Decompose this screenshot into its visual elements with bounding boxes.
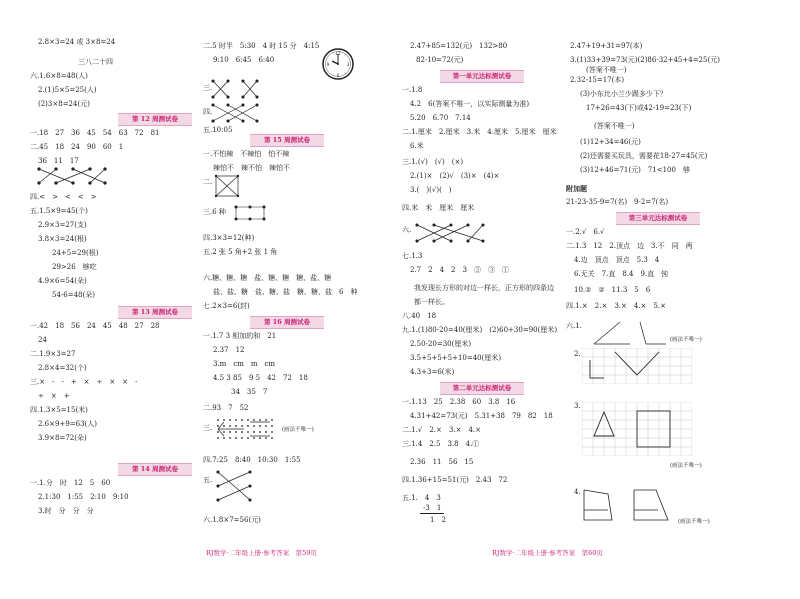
text-line: 三八二十四	[78, 58, 113, 66]
section-banner: 第 12 周测试卷	[118, 113, 192, 126]
text-line: 4.边 顶点 顶点 5.3 4	[574, 256, 660, 264]
text-line: 2.6×9+9=63(人)	[38, 420, 98, 428]
grid-dot	[259, 437, 261, 439]
text-line: (答案不唯一)	[586, 66, 627, 74]
text-line: 三.	[203, 84, 213, 92]
svg-text:6: 6	[336, 73, 340, 78]
text-line: ÷ × +	[38, 392, 70, 400]
connect-lines-diagram	[414, 222, 486, 244]
text-line: 一.1.分 时 12 5 60	[30, 479, 111, 487]
text-line: 都一样长。	[414, 298, 449, 306]
text-line: 9:10 6:45 6:40	[213, 56, 275, 64]
text-line: 3.( )(√)( )	[410, 186, 452, 194]
text-line: 4.31+42=73(元) 5.31+38 79 82 18	[410, 412, 553, 420]
text-line: 二.	[203, 178, 213, 186]
text-line: 6.无关 7.直 8.4 9.直 钝	[574, 270, 669, 278]
note-text: (画法不唯一)	[670, 337, 702, 343]
text-line: (2)3×8=24(元)	[38, 100, 90, 108]
text-line: (3)小东比小兰少踢多少下？	[580, 90, 667, 98]
text-line: 二.5 时半 5:30 4 时 15 分 4:15	[203, 42, 320, 50]
text-line: 四.3×3=12(种)	[203, 234, 255, 242]
text-line: 五.1. 4 3	[402, 494, 441, 502]
text-line: 2.8×3=24 或 3×8=24	[38, 38, 116, 46]
text-line: 一.2.√ 6.√	[566, 228, 605, 236]
text-line: 3.(1)33+39=73(元)(2)86-32+45+4=25(元)	[570, 56, 720, 64]
grid-dot	[271, 437, 273, 439]
grid-dot	[259, 419, 261, 421]
note-text: (画法不唯一)	[678, 519, 710, 525]
grid-dot	[265, 437, 267, 439]
subtraction-rule	[420, 513, 444, 514]
text-line: 二.93 7 52	[203, 404, 249, 412]
text-line: 3.9×8=72(朵)	[38, 434, 87, 442]
text-line: 辣怕不 辣不怕 辣怕不	[213, 164, 290, 172]
text-line: 六.1.	[566, 322, 582, 330]
text-line: 二.1.3 12 2.顶点 边 3.不 同 两	[566, 242, 693, 250]
text-line: 七.2×3=6(封)	[203, 302, 250, 310]
grid-dot	[235, 419, 237, 421]
connect-lines-diagram	[36, 166, 108, 186]
section-banner: 第三单元达标测试卷	[616, 212, 700, 225]
text-line: 五.	[203, 476, 213, 484]
grid-dot	[241, 419, 243, 421]
text-line: 2.8×4=32(个)	[38, 364, 87, 372]
section-banner: 第 14 周测试卷	[118, 463, 192, 476]
text-line: 2.1:30 1:55 2:10 9:10	[38, 493, 129, 501]
text-line: (3)12+46=71(元) 71<100 够	[580, 166, 690, 174]
text-line: 一.18 27 36 45 54 63 72 81	[30, 129, 160, 137]
grid-dot	[223, 437, 225, 439]
section-banner: 第 15 周测试卷	[250, 134, 324, 147]
text-line: 54-6=48(朵)	[52, 291, 95, 299]
svg-text:9: 9	[326, 62, 330, 67]
text-line: 2.32-15=17(本)	[570, 76, 625, 84]
text-line: 九.1.(1)80-20=40(厘米) (2)60+30=90(厘米)	[402, 326, 558, 334]
grid-dot	[271, 425, 273, 427]
grid-dot	[247, 437, 249, 439]
text-line: 17+26=43(下)或42-19=23(下)	[586, 104, 692, 112]
grid-dot	[253, 419, 255, 421]
text-line: 34 35 7	[231, 388, 268, 396]
text-line: 5.20 6.70 7.14	[410, 114, 471, 122]
text-line: 3.8×3=24(根)	[38, 235, 87, 243]
shape-drawing-4	[582, 486, 672, 522]
text-line: 五.10:05	[203, 126, 233, 134]
grid-dot	[229, 419, 231, 421]
grid-dot	[217, 431, 219, 433]
square-diagonal-diagram	[214, 174, 240, 198]
text-line: 4.5 3 85 9 5 42 72 18	[213, 374, 308, 382]
section-banner: 第一单元达标测试卷	[440, 70, 524, 83]
text-line: (1)12+34=46(元)	[580, 138, 641, 146]
text-line: 六.糖、糖、糖 盐、糖、糖 糖、盐、糖	[203, 274, 332, 282]
text-line: 盐、盐、糖 盐、糖、盐 糖、糖、盐 6 种	[213, 288, 358, 296]
grid-dot	[247, 431, 249, 433]
text-line: 三.6 种	[203, 208, 226, 216]
grid-dot	[229, 425, 231, 427]
text-line: 2.50-20=30(厘米)	[410, 340, 472, 348]
text-line: (2)还需要买玩具，需要花18-27=45(元)	[580, 152, 708, 160]
dot-connection-diagram	[232, 203, 268, 223]
text-line: 3.m cm m cm	[213, 360, 276, 368]
text-line: 4.3+3=6(米)	[410, 368, 455, 376]
text-line: 4.2 6(答案不唯一，以实际测量为准)	[410, 100, 530, 108]
text-line: 三.1.4 2.5 3.8 4.①	[402, 440, 480, 448]
text-line: 82-10=72(元)	[416, 56, 464, 64]
text-line: 2.9×3=27(支)	[38, 221, 87, 229]
text-line: 2.47+85=132(元) 132>80	[410, 42, 508, 50]
grid-dot	[271, 431, 273, 433]
text-line: 四.1.3×5=15(米)	[30, 406, 88, 414]
page-footer: RJ数学·二年级上册·参考答案 第59页	[206, 549, 317, 557]
connect-lines-diagram	[210, 102, 260, 124]
grid-dot	[223, 419, 225, 421]
grid-dot	[241, 437, 243, 439]
text-line: 3.	[574, 402, 581, 410]
text-line: 五.2 张 5 角+2 张 1 角	[203, 248, 278, 256]
text-line: 四.1.36+15=51(元) 2.43 72	[402, 476, 508, 484]
grid-dot	[217, 437, 219, 439]
grid-dot	[235, 431, 237, 433]
text-line: -3 1	[416, 504, 442, 512]
text-line: 八.40 18	[402, 312, 437, 320]
grid-dot	[217, 425, 219, 427]
grid-dot	[253, 431, 255, 433]
text-line: 1 2	[416, 516, 446, 524]
text-line: 四.	[203, 108, 213, 116]
grid-dot	[229, 431, 231, 433]
text-line: 4.	[574, 488, 581, 496]
text-line: 一.1.13 25 2.38 60 3.8 16	[402, 398, 516, 406]
text-line: 2.(1)5×5=25(人)	[38, 86, 97, 94]
section-banner: 第 13 周测试卷	[118, 306, 192, 319]
svg-text:3: 3	[346, 62, 350, 67]
svg-text:12: 12	[335, 51, 341, 56]
text-line: 三.1.(√) (√) (×)	[402, 158, 464, 166]
text-line: 二.1.√ 2.× 3.× 4.×	[402, 426, 481, 434]
text-line: 36 11 17	[38, 157, 79, 165]
grid-dot	[217, 419, 219, 421]
text-line: 3.时 分 分 分	[38, 507, 94, 515]
angle-drawing	[590, 318, 670, 348]
text-line: 6.米	[410, 142, 424, 150]
text-line: 六.1.6×8=48(人)	[30, 72, 88, 80]
text-line: 一.1.7 3 相加的和 21	[203, 332, 277, 340]
text-line: 四.1.× 2.× 3.× 4.× 5.×	[566, 302, 666, 310]
grid-dot	[241, 431, 243, 433]
text-line: 4.9×6=54(朵)	[38, 277, 87, 285]
text-line: 二.1.厘米 2.厘米 3.米 4.厘米 5.厘米 厘米	[402, 128, 557, 136]
grid-dot	[235, 437, 237, 439]
text-line: 三.	[203, 424, 213, 432]
text-line: 2.37 12	[213, 346, 245, 354]
dot-grid-diagram	[214, 416, 276, 442]
text-line: 24	[38, 336, 47, 344]
text-line: 24+5=29(根)	[52, 249, 99, 257]
text-line: 一.42 18 56 24 45 48 27 28	[30, 322, 160, 330]
connect-lines-diagram	[214, 468, 254, 504]
text-line: 2.36 11 56 15	[410, 458, 474, 466]
text-line: 三.× - - + × ÷ × × -	[30, 378, 138, 386]
grid-dot	[259, 431, 261, 433]
text-line: 四.7:25 8:40 10:30 1:55	[203, 456, 301, 464]
text-line: 一.不怕辣 不辣怕 怕不辣	[203, 150, 290, 158]
section-banner: 第二单元达标测试卷	[440, 382, 524, 395]
text-line: 2.7 2 4 2 3 ② ③ ①	[410, 266, 509, 274]
extra-heading: 附加题	[566, 184, 587, 193]
grid-drawing-2	[582, 348, 692, 384]
text-line: (答案不唯一)	[594, 122, 635, 130]
text-line: 六.	[402, 226, 412, 234]
grid-dot	[223, 425, 225, 427]
grid-dot	[241, 425, 243, 427]
grid-dot	[253, 437, 255, 439]
text-line: 七.1.3	[402, 252, 423, 260]
text-line: 我发现长方形的对边一样长，正方形的四条边	[414, 284, 554, 292]
grid-dot	[265, 431, 267, 433]
text-line: 二.1.9×3=27	[30, 350, 76, 358]
text-line: 四.米 米 厘米 厘米	[402, 204, 475, 212]
right-page	[400, 0, 800, 599]
grid-dot	[229, 437, 231, 439]
text-line: 六.1.8×7=56(元)	[203, 516, 261, 524]
grid-dot	[247, 425, 249, 427]
grid-dot	[265, 425, 267, 427]
section-banner: 第 16 周测试卷	[250, 316, 324, 329]
text-line: 21-23-35-9=7(名) 9-2=7(名)	[566, 198, 669, 206]
text-line: 二.45 18 24 90 60 1	[30, 143, 124, 151]
text-line: 10.② ② 11.3 5 6	[574, 286, 651, 294]
page-footer: RJ数学·二年级上册·参考答案 第60页	[492, 549, 603, 557]
note-text: (画法不唯一)	[670, 463, 702, 469]
connect-lines-diagram	[210, 78, 260, 100]
grid-dot	[253, 425, 255, 427]
text-line: 2.	[574, 350, 581, 358]
text-line: 29>26 够吃	[52, 263, 97, 271]
grid-dot	[235, 425, 237, 427]
grid-dot	[247, 419, 249, 421]
text-line: 一.1.8	[402, 86, 423, 94]
text-line: 3.5+5+5+5+10=40(厘米)	[410, 354, 502, 362]
grid-dot	[259, 425, 261, 427]
note-text: (画法不唯一)	[282, 427, 314, 433]
grid-dot	[271, 419, 273, 421]
clock-icon	[321, 47, 355, 81]
grid-dot	[265, 419, 267, 421]
text-line: 五.1.5×9=45(个)	[30, 207, 88, 215]
text-line: 2.(1)× (2)√ (3)× (4)×	[410, 172, 500, 180]
text-line: 2.47+19+31=97(本)	[570, 42, 643, 50]
grid-drawing-3	[582, 402, 692, 456]
grid-dot	[223, 431, 225, 433]
text-line: 四.< > < < >	[30, 193, 97, 201]
